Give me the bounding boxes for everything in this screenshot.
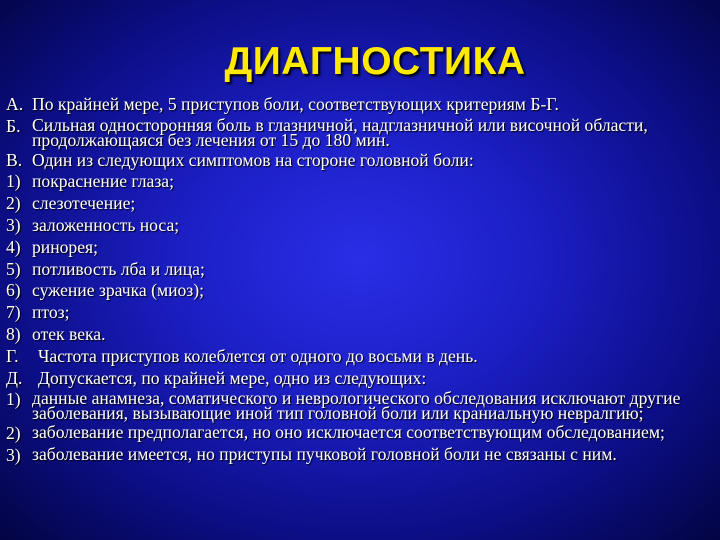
list-text: данные анамнеза, соматического и неврологического обследования исключают другие заболевания, вызывающие иной тип головной боли или краниальную невралгию; <box>32 388 681 424</box>
list-text: Допускается, по крайней мере, одно из следующих: <box>38 367 427 388</box>
list-text: птоз; <box>32 302 70 323</box>
list-marker: Д. <box>6 367 23 388</box>
list-marker: В. <box>6 149 23 170</box>
list-item-symptom-1 <box>6 171 710 191</box>
list-item-b <box>6 116 710 148</box>
list-item-symptom-4 <box>6 237 710 257</box>
list-text: потливость лба и лица; <box>32 258 205 279</box>
list-marker: 3) <box>6 444 21 465</box>
list-marker: 3) <box>6 214 21 235</box>
list-item-exclusion-1 <box>6 388 710 424</box>
list-marker: 2) <box>6 423 21 444</box>
list-marker: 8) <box>6 323 21 344</box>
slide-title: ДИАГНОСТИКА <box>224 40 526 83</box>
list-text: заболевание предполагается, но оно исключается соответствующим обследованием; <box>32 422 665 443</box>
list-text: Один из следующих симптомов на стороне головной боли: <box>32 149 474 170</box>
list-marker: 4) <box>6 236 21 257</box>
list-text: отек века. <box>32 323 106 344</box>
list-marker: 5) <box>6 258 21 279</box>
list-marker: Б. <box>6 115 21 136</box>
list-item-v <box>6 150 710 170</box>
list-text: Сильная односторонняя боль в глазничной, надглазничной или височной области, продолжающаяся без лечения от 15 до 180 мин. <box>32 114 648 150</box>
list-item-symptom-5 <box>6 259 710 279</box>
list-item-symptom-3 <box>6 215 710 235</box>
list-text: покраснение глаза; <box>32 171 174 192</box>
list-item-a <box>6 94 710 114</box>
list-item-symptom-6 <box>6 280 710 300</box>
list-text: слезотечение; <box>32 193 136 214</box>
list-text: заложенность носа; <box>32 214 180 235</box>
list-item-symptom-8 <box>6 324 710 344</box>
list-item-d <box>6 368 710 388</box>
list-marker: Г. <box>6 345 19 366</box>
list-item-exclusion-3 <box>6 445 710 465</box>
list-marker: А. <box>6 94 24 114</box>
list-marker: 6) <box>6 280 21 301</box>
list-item-exclusion-2 <box>6 423 710 443</box>
list-marker: 2) <box>6 193 21 214</box>
list-text: Частота приступов колеблется от одного до восьми в день. <box>38 345 478 366</box>
list-text: заболевание имеется, но приступы пучковой головной боли не связаны с ним. <box>32 443 617 464</box>
list-item-g <box>6 346 710 366</box>
list-item-symptom-2 <box>6 193 710 213</box>
criteria-list <box>6 94 710 467</box>
list-marker: 1) <box>6 389 21 410</box>
list-text: По крайней мере, 5 приступов боли, соответствующих критериям Б-Г. <box>32 94 559 114</box>
list-item-symptom-7 <box>6 302 710 322</box>
list-marker: 1) <box>6 171 21 192</box>
list-text: сужение зрачка (миоз); <box>32 280 205 301</box>
list-marker: 7) <box>6 302 21 323</box>
list-text: ринорея; <box>32 236 99 257</box>
